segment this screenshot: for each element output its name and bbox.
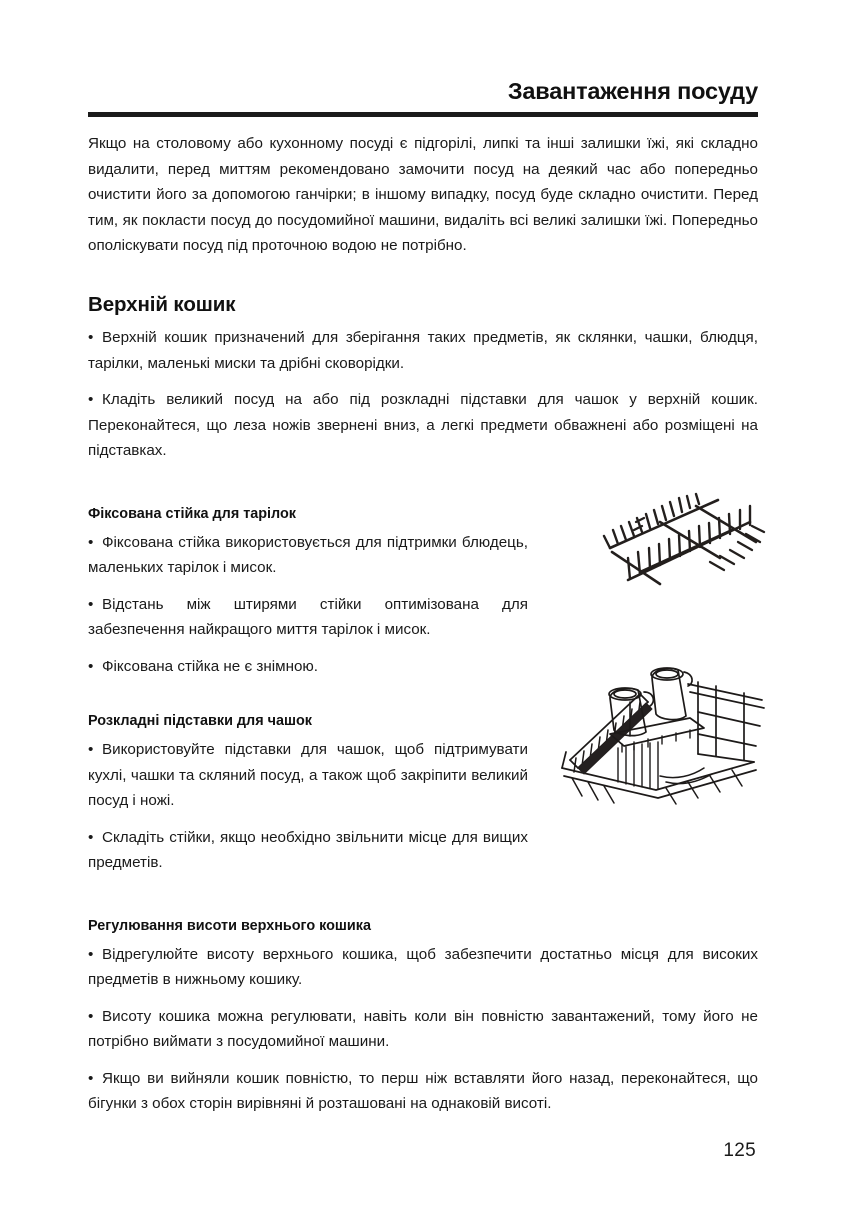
bullet-glyph: •	[88, 595, 94, 613]
section-folding-cup-racks	[88, 712, 528, 876]
page-header	[88, 78, 758, 117]
list-item	[88, 1066, 758, 1117]
intro-paragraph: Якщо на столовому або кухонному посуді є підгорілі, липкі та інші залишки їжі, які складно видалити, перед миттям рекомендовано замочити посуд на деякий час або попередньо очистити його за допомогою ганчірки; в іншому випадку, посуд буде складно очистити. Перед тим, як покласти посуд до посудомийної машини, видаліть всі великі залишки їжі. Попередньо ополіскувати посуд під проточною водою не потрібно.	[88, 135, 758, 254]
subsection-heading-height-adjustment: Регулювання висоти верхнього кошика	[88, 917, 371, 934]
bullet-glyph: •	[88, 1069, 94, 1087]
list-item	[88, 530, 528, 581]
bullet-glyph: •	[88, 533, 94, 551]
list-item	[88, 942, 758, 993]
section-heading-upper-basket: Верхній кошик	[88, 292, 236, 316]
list-item-text: Фіксована стійка використовується для підтримки блюдець, маленьких тарілок і мисок.	[88, 533, 528, 577]
list-item-text: Фіксована стійка не є знімною.	[102, 657, 319, 675]
bullet-glyph: •	[88, 741, 94, 759]
list-item-text: Використовуйте підставки для чашок, щоб підтримувати кухлі, чашки та скляний посуд, а також щоб закріпити великий посуд і ножі.	[88, 741, 528, 810]
list-item-text: Кладіть великий посуд на або під розкладні підставки для чашок у верхній кошик. Переконайтеся, що леза ножів звернені вниз, а легкі предмети обважнені або розміщені на підставках.	[88, 391, 758, 460]
page-title: Завантаження посуду	[507, 78, 758, 104]
list-item-text: Висоту кошика можна регулювати, навіть коли він повністю завантажений, тому його не потрібно виймати з посудомийної машини.	[88, 1007, 758, 1051]
cup-rack-illustration	[548, 656, 774, 808]
bullet-glyph: •	[88, 329, 94, 347]
subsection-heading-fixed-plate-rack: Фіксована стійка для тарілок	[88, 505, 296, 522]
list-item	[88, 737, 528, 814]
list-item-text: Складіть стійки, якщо необхідно звільнити місце для вищих предметів.	[88, 828, 528, 872]
list-item-text: Верхній кошик призначений для зберігання таких предметів, як склянки, чашки, блюдця, тарілки, маленькі миски та дрібні сковорідки.	[88, 329, 758, 372]
section-height-adjustment	[88, 917, 758, 1117]
page-number: 125	[723, 1140, 756, 1161]
list-item-text: Відрегулюйте висоту верхнього кошика, щоб забезпечити достатньо місця для високих предметів в нижньому кошику.	[88, 945, 758, 989]
spacer	[88, 887, 758, 917]
plate-rack-illustration	[600, 492, 772, 588]
list-item	[88, 325, 758, 376]
bullet-glyph: •	[88, 1007, 94, 1025]
header-divider	[88, 112, 758, 117]
list-item	[88, 387, 758, 464]
bullet-glyph: •	[88, 657, 94, 675]
bullet-glyph: •	[88, 828, 94, 846]
bullet-glyph: •	[88, 945, 94, 963]
subsection-heading-folding-cup-racks: Розкладні підставки для чашок	[88, 713, 312, 730]
list-item-text: Якщо ви вийняли кошик повністю, то перш ніж вставляти його назад, переконайтеся, що бігунки з обох сторін вирівняні й розташовані на однаковій висоті.	[88, 1069, 758, 1113]
list-item	[88, 1004, 758, 1055]
list-item	[88, 592, 528, 643]
section-fixed-plate-rack	[88, 505, 528, 680]
bullet-glyph: •	[88, 391, 94, 409]
list-item	[88, 654, 528, 680]
page-content	[88, 131, 758, 1128]
list-item-text: Відстань між штирями стійки оптимізована для забезпечення найкращого миття тарілок і мисок.	[88, 595, 528, 639]
list-item	[88, 825, 528, 876]
